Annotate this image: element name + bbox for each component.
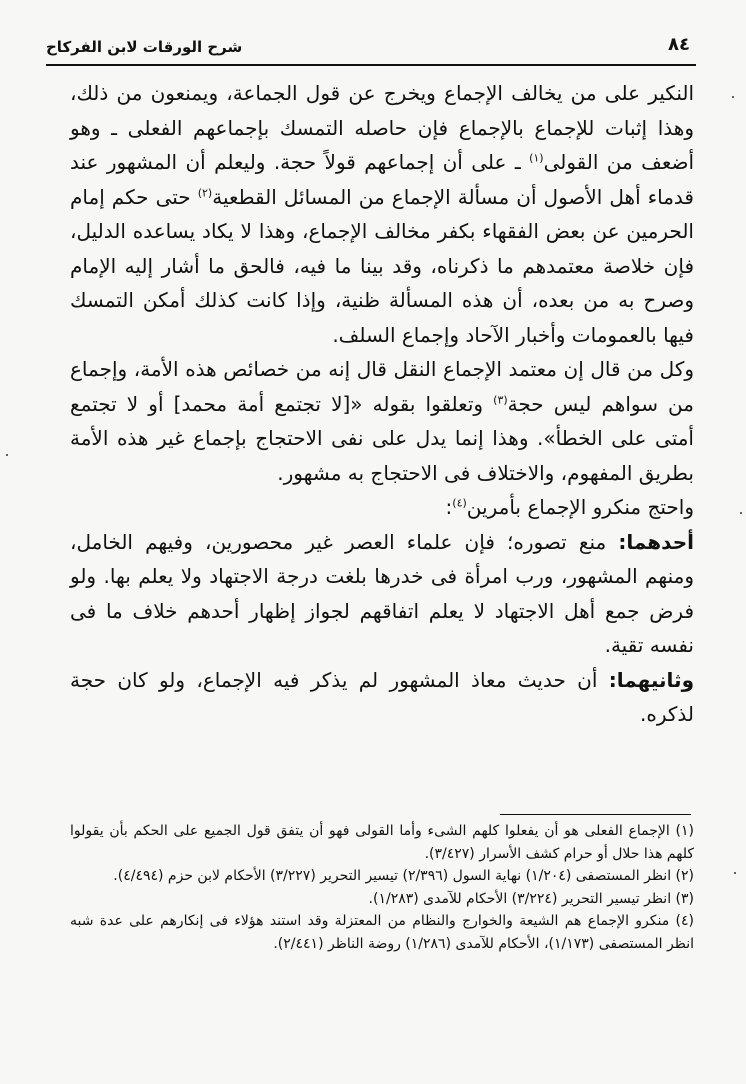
- paragraph: [70, 490, 694, 525]
- running-title: شرح الورقات لابن الفركاح: [46, 38, 243, 56]
- paragraph-lead-term: وثانيهما:: [608, 667, 694, 692]
- scan-speck: [740, 512, 742, 514]
- page-header: [46, 30, 696, 66]
- footnote-reference: (٤): [452, 496, 467, 510]
- paragraph: [70, 76, 694, 352]
- paragraph-text: حتى حكم إمام الحرمين عن بعض الفقهاء بكفر مخالف الإجماع، وهذا لا يكاد يساعده الدليل، فإن خلاصة معتمدهم ما ذكرناه، وقد بينا ما فيه، فالحق ما أشار إليه الإمام وصرح به من بعده، أن هذه المسألة ظنية، وإذا كانت كذلك أمكن التمسك فيها بالعمومات وأخبار الآحاد وإجماع السلف.: [70, 184, 694, 347]
- page-number: ٨٤: [668, 34, 690, 55]
- paragraph-text: واحتج منكرو الإجماع بأمرين: [466, 495, 694, 519]
- main-text: [70, 76, 694, 732]
- paragraph: [70, 525, 694, 663]
- footnote: (١) الإجماع الفعلى هو أن يفعلوا كلهم الشىء وأما القولى فهو أن يتفق قول الجميع على الحكم بأن يقولوا كلهم هذا حلال أو حرام كشف الأسرار (٣/٤٢٧).: [70, 823, 694, 862]
- paragraph-text: وتعلقوا بقوله «[لا تجتمع أمة محمد] أو لا تجتمع أمتى على الخطأ». وهذا إنما يدل على نفى الاحتجاج بإجماع غير هذه الأمة بطريق المفهوم، والاختلاف فى الاحتجاج به مشهور.: [70, 391, 694, 485]
- footnote: (٤) منكرو الإجماع هم الشيعة والخوارج والنظام من المعتزلة وقد استند هؤلاء فى إنكارهم على عدة شبه انظر المستصفى (١/١٧٣)، الأحكام للآمدى (١/٢٨٦) روضة الناظر (٢/٤٤١).: [70, 913, 694, 952]
- footnotes: [70, 820, 694, 955]
- paragraph-text: أن حديث معاذ المشهور لم يذكر فيه الإجماع، ولو كان حجة لذكره.: [70, 667, 694, 726]
- footnote: (٢) انظر المستصفى (١/٢٠٤) نهاية السول (٢/٣٩٦) تيسير التحرير (٣/٢٢٧) الأحكام لابن حزم (٤/٤٩٤).: [113, 868, 694, 884]
- scan-speck: [732, 96, 734, 98]
- paragraph: [70, 663, 694, 732]
- paragraph-text: منع تصوره؛ فإن علماء العصر غير محصورين، وفيهم الخامل، ومنهم المشهور، ورب امرأة فى خدرها بلغت درجة الاجتهاد ولا يعلم بها. ولو فرض جمع أهل الاجتهاد لا يعلم اتفاقهم لجواز إظهار أحدهم خلاف ما فى نفسه تقية.: [70, 529, 694, 657]
- paragraph-text: :: [445, 495, 453, 519]
- scan-speck: [734, 872, 736, 874]
- paragraph: [70, 352, 694, 490]
- scan-speck: [6, 454, 8, 456]
- paragraph-text: وكل من قال إن معتمد الإجماع النقل قال إنه من خصائص هذه الأمة، وإجماع من سواهم ليس حجة: [70, 357, 694, 416]
- paragraph-text: النكير على من يخالف الإجماع ويخرج عن قول الجماعة، ويمنعون من ذلك، وهذا إثبات للإجماع بالإجماع فإن حاصله التمسك بإجماعهم الفعلى ـ وهو أضعف من القولى: [70, 81, 695, 174]
- paragraph-lead-term: أحدهما:: [618, 529, 694, 554]
- paragraph-text: ـ على أن إجماعهم قولاً حجة. وليعلم أن المشهور عند قدماء أهل الأصول أن مسألة الإجماع من المسائل القطعية: [70, 150, 694, 209]
- footnote-separator: [500, 814, 691, 815]
- footnote-reference: (٢): [197, 185, 213, 199]
- footnote-reference: (١): [529, 151, 544, 165]
- footnote: (٣) انظر تيسير التحرير (٣/٢٢٤) الأحكام للآمدى (١/٢٨٣).: [368, 890, 694, 907]
- footnote-reference: (٣): [493, 392, 508, 406]
